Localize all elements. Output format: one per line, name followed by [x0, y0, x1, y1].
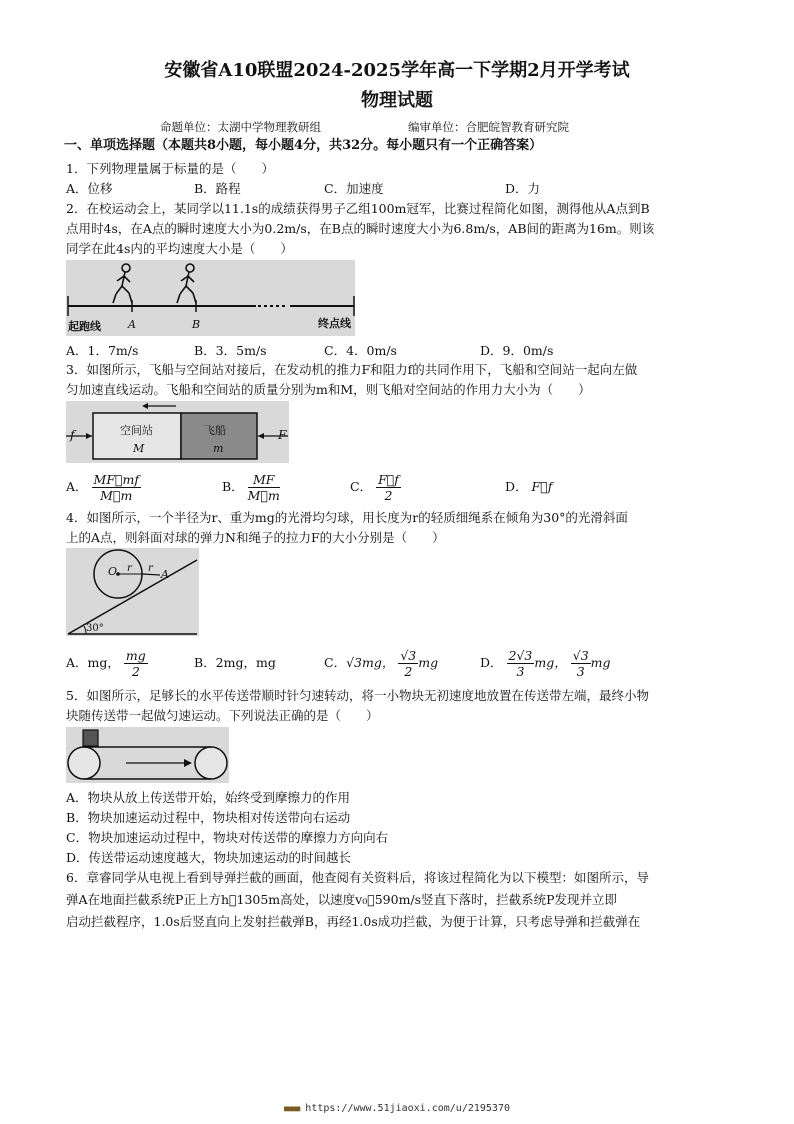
q4-option-d	[480, 646, 611, 680]
q4-figure	[66, 548, 199, 636]
q3-station-mass: M	[133, 442, 145, 455]
q3-option-a-label: A．	[66, 479, 88, 494]
q3-ship-mass: m	[213, 442, 224, 455]
q3-line-2: 匀加速直线运动。飞船和空间站的质量分别为m和M，则飞船对空间站的作用力大小为（ ）	[66, 382, 591, 397]
q4-option-b: B．2mg，mg	[194, 655, 276, 670]
q3-option-b-fraction	[248, 472, 280, 503]
q4-option-a-fraction	[124, 648, 148, 679]
q2-option-d: D．9．0m/s	[480, 343, 554, 358]
runner-icon	[177, 264, 196, 303]
q6-line-2: 弹A在地面拦截系统P正上方h 1305m高处，以速度v₀ 590m/s竖直下落时，拦截系统P发现并立即	[66, 892, 617, 907]
q5-line-1: 5．如图所示，足够长的水平传送带顺时针匀速转动，将一小物块无初速度地放置在传送带左端，最终小物	[66, 688, 649, 703]
reviewer-unit: 编审单位：合肥皖智教育研究院	[408, 120, 569, 134]
q4-rope-label: r	[148, 563, 153, 574]
q3-option-a-fraction	[92, 472, 141, 503]
q1-option-d: D．力	[505, 181, 541, 196]
q3-option-a	[66, 470, 141, 504]
q4-option-d-unit: mg	[590, 655, 611, 670]
q2-option-c: C．4．0m/s	[324, 343, 397, 358]
block-icon	[83, 730, 98, 746]
q2-line-3: 同学在此4s内的平均速度大小是（ ）	[66, 241, 293, 256]
q3-option-d-label: D．	[505, 479, 528, 494]
q3-option-a-denominator: M m	[100, 488, 133, 503]
q1-option-a: A．位移	[66, 181, 113, 196]
q2-point-b-label: B	[192, 318, 201, 331]
q4-center-O: O	[108, 565, 118, 578]
q4-option-d-denominator-2: 3	[576, 664, 585, 679]
q3-option-d	[505, 470, 552, 504]
q3-option-c-fraction	[376, 472, 401, 503]
q6-line-3: 启动拦截程序，1.0s后竖直向上发射拦截弹B，再经1.0s成功拦截，为便于计算，只考虑导弹和拦截弹在	[66, 914, 641, 929]
setter-unit: 命题单位：太湖中学物理教研组	[160, 120, 321, 134]
q4-option-c-unit: mg	[418, 655, 439, 670]
q4-option-d-numerator-1: 2√3	[508, 648, 533, 663]
q2-point-a-label: A	[128, 318, 136, 331]
q3-line-1: 3．如图所示，飞船与空间站对接后，在发动机的推力F和阻力f的共同作用下，飞船和空间站一起向左做	[66, 362, 638, 377]
q4-radius-label: r	[127, 563, 132, 574]
exam-title: 安徽省A10联盟2024-2025学年高一下学期2月开学考试	[164, 60, 630, 81]
q1-stem: 1．下列物理量属于标量的是（ ）	[66, 161, 274, 176]
q4-option-c-numerator: √3	[400, 648, 417, 663]
q3-option-b-label: B．	[222, 479, 244, 494]
q5-figure	[66, 727, 229, 783]
q4-option-c-value: √3mg，	[346, 655, 395, 670]
q5-conveyor-diagram	[66, 727, 229, 783]
q4-option-c-denominator: 2	[404, 664, 413, 679]
q4-option-a-label: A．mg，	[66, 655, 120, 670]
q3-station-label: 空间站	[120, 424, 153, 437]
q4-option-d-fraction-1	[507, 648, 535, 679]
q4-option-d-denominator-1: 3	[516, 664, 525, 679]
footer	[0, 1103, 794, 1114]
q2-line-2: 点用时4s，在A点的瞬时速度大小为0.2m/s，在B点的瞬时速度大小为6.8m/s，AB间的距离为16m。则该	[66, 221, 655, 236]
q3-option-b	[222, 470, 280, 504]
q4-option-d-label: D．	[480, 655, 503, 670]
q4-line-2: 上的A点，则斜面对球的弹力N和绳子的拉力F的大小分别是（ ）	[66, 530, 445, 545]
q4-option-c	[324, 646, 438, 680]
q4-option-d-fraction-2	[571, 648, 591, 679]
q3-option-b-numerator: MF	[248, 472, 280, 488]
q3-option-b-denominator: M m	[247, 488, 280, 503]
q3-ship-label: 飞船	[204, 424, 226, 437]
q4-angle-label: 30°	[86, 623, 104, 634]
q2-option-a: A．1．7m/s	[66, 343, 139, 358]
exam-subtitle: 物理试题	[361, 90, 433, 111]
q3-option-c-label: C．	[350, 479, 373, 494]
q4-point-A: A	[161, 568, 169, 581]
q2-line-1: 2．在校运动会上，某同学以11.1s的成绩获得男子乙组100m冠军，比赛过程简化如图，测得他从A点到B	[66, 201, 650, 216]
q4-option-a-numerator: mg	[125, 648, 146, 663]
q2-option-b: B．3．5m/s	[194, 343, 267, 358]
q2-finish-line-label: 终点线	[318, 317, 351, 330]
q3-figure	[66, 401, 289, 463]
q3-resistance-f-label: f	[70, 427, 75, 442]
q2-figure	[66, 260, 355, 336]
q3-option-c-denominator: 2	[384, 488, 393, 503]
q5-option-d: D．传送带运动速度越大，物块加速运动的时间越长	[66, 850, 352, 865]
q2-diagram	[66, 260, 355, 336]
q5-option-a: A．物块从放上传送带开始，始终受到摩擦力的作用	[66, 790, 351, 805]
q4-line-1: 4．如图所示，一个半径为r、重为mg的光滑均匀球，用长度为r的轻质细绳系在倾角为30°的光滑斜面	[66, 510, 628, 525]
q4-option-d-mid: mg，	[534, 655, 567, 670]
q4-option-a-denominator: 2	[131, 664, 140, 679]
q5-option-b: B．物块加速运动过程中，物块相对传送带向右运动	[66, 810, 351, 825]
footer-url[interactable]: https://www.51jiaoxi.com/u/2195370	[305, 1103, 510, 1114]
section-heading: 一、单项选择题（本题共8小题，每小题4分，共32分。每小题只有一个正确答案）	[64, 138, 543, 153]
runner-icon	[113, 264, 132, 303]
q3-option-d-value: F f	[531, 479, 553, 494]
q3-option-c-numerator: F f	[378, 472, 399, 487]
q3-option-a-numerator: MF mf	[93, 472, 139, 487]
q4-option-a	[66, 646, 148, 680]
q4-option-c-label: C．	[324, 655, 347, 670]
q5-line-2: 块随传送带一起做匀速运动。下列说法正确的是（ ）	[66, 708, 379, 723]
q6-line-1: 6．章睿同学从电视上看到导弹拦截的画面，他查阅有关资料后，将该过程简化为以下模型：如图所示，导	[66, 870, 649, 885]
q3-thrust-F-label: F	[278, 427, 287, 442]
q4-option-d-numerator-2: √3	[572, 648, 589, 663]
q4-option-c-fraction	[398, 648, 418, 679]
q3-option-c	[350, 470, 401, 504]
q1-option-c: C．加速度	[324, 181, 384, 196]
q1-option-b: B．路程	[194, 181, 241, 196]
q5-option-c: C．物块加速运动过程中，物块对传送带的摩擦力方向向右	[66, 830, 389, 845]
footer-logo-mark: ■■■■	[284, 1104, 300, 1113]
q2-start-line-label: 起跑线	[68, 320, 101, 333]
q3-diagram	[66, 401, 289, 463]
